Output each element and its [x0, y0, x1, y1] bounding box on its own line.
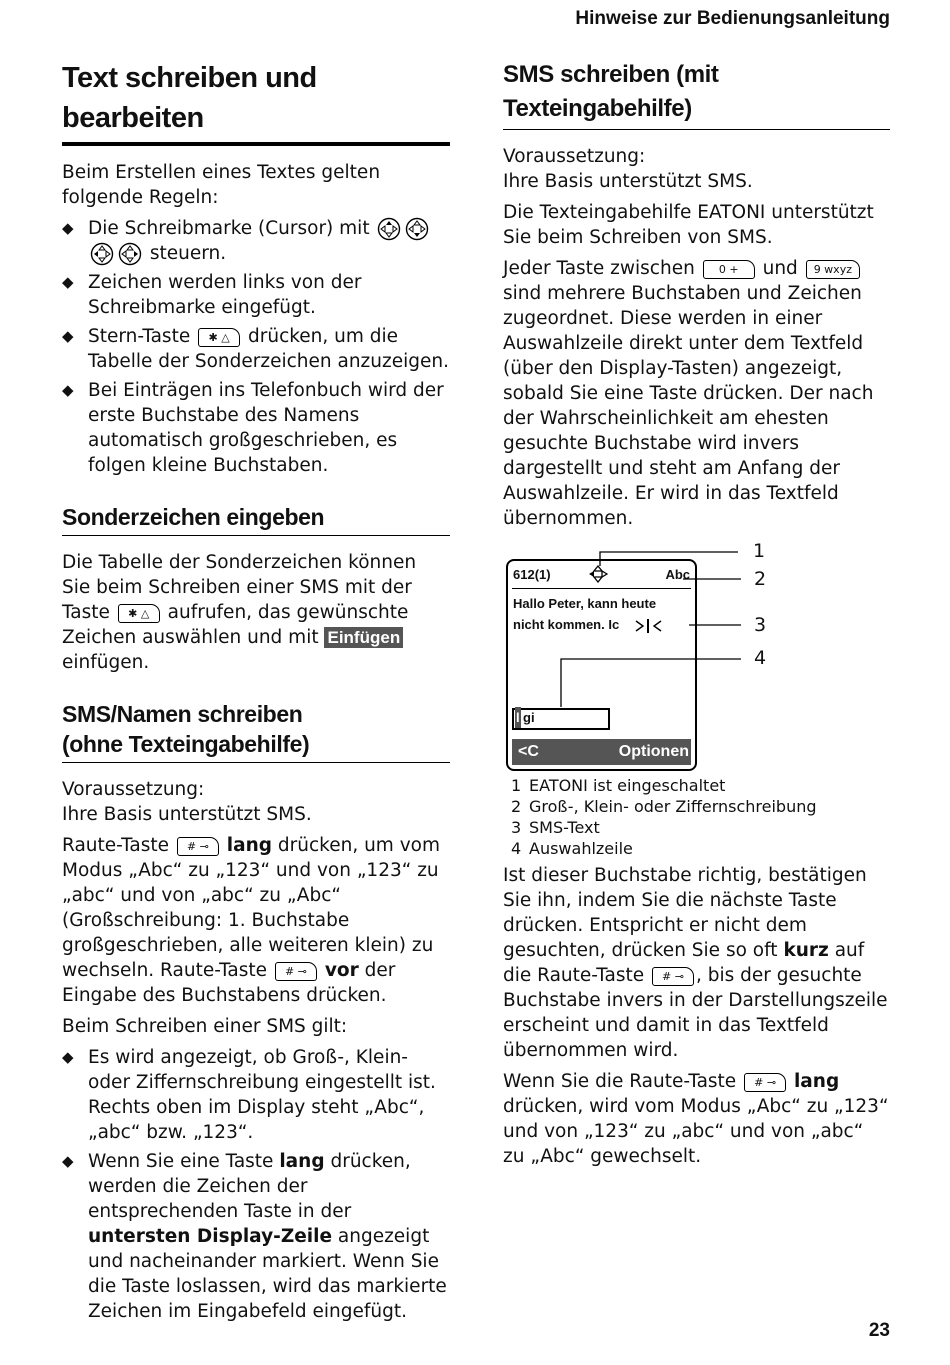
section-title-sms-namen: SMS/Namen schreiben (ohne Texteingabehilfe) [62, 699, 450, 763]
keys-paragraph: Jeder Taste zwischen 0 + und 9 wxyz sind mehrere Buchstaben und Zeichen zugeordnet. Diese werden in einer Auswahlzeile direkt unter dem Textfeld (über den Display-Tasten) angezeigt, sobald Sie eine Taste drücken. Der nach der Wahrscheinlichkeit am ehesten gesuchte Buchstabe wird invers dargestellt und steht am Anfang der Auswahlzeile. Er wird in das Textfeld übernommen. [503, 258, 874, 529]
callout-legend [511, 775, 890, 859]
list-item: ◆ Zeichen werden links von der Schreibmarke eingefügt. [62, 270, 450, 320]
rules-list [62, 216, 450, 478]
star-rule-text: Stern-Taste [88, 326, 191, 347]
selection-highlight: l [515, 707, 521, 728]
star-key-icon: ✱ △ [198, 328, 240, 347]
legend-item: 1 EATONI ist eingeschaltet [511, 776, 726, 795]
list-item [62, 324, 450, 374]
page-header: Hinweise zur Bedienungsanleitung [575, 8, 890, 29]
selection-text: gi [523, 710, 535, 725]
eatoni-paragraph: Die Texteingabehilfe EATONI unterstützt Sie beim Schreiben von SMS. [503, 202, 874, 248]
confirm-paragraph: Ist dieser Buchstabe richtig, bestätigen Sie ihn, indem Sie die nächste Taste drücken. Entspricht er nicht dem gesuchten, drücken Sie so oft kurz auf die Raute-Taste # ⊸ , bis der gesuchte Buchstabe invers in der Darstellungszeile erscheint und damit in das Textfeld übernommen wird. [503, 865, 888, 1061]
sonderzeichen-paragraph: Die Tabelle der Sonderzeichen können Sie beim Schreiben einer SMS mit der Taste ✱ △ aufrufen, das gewünschte Zeichen auswählen und mit Einfügen einfügen. [62, 552, 417, 673]
display-diagram [503, 539, 890, 769]
nav-up-icon [377, 217, 401, 241]
nine-key-icon: 9 wxyz [806, 260, 860, 279]
condition-label: Voraussetzung [62, 779, 199, 800]
sms-text-line1: Hallo Peter, kann heute [513, 596, 657, 611]
nav-right-icon [118, 242, 142, 266]
left-column [62, 58, 450, 1330]
delete-softkey: <C [518, 743, 539, 760]
nav-down-icon [405, 217, 429, 241]
mode-indicator: Abc [665, 567, 690, 582]
sms-rules-intro: Beim Schreiben einer SMS gilt: [62, 1016, 348, 1037]
condition-paragraph: Voraussetzung: Ihre Basis unterstützt SMS. [503, 146, 753, 192]
options-softkey: Optionen [618, 743, 689, 760]
hash-key-icon: # ⊸ [177, 837, 219, 856]
condition-paragraph: Voraussetzung: Ihre Basis unterstützt SMS. [62, 779, 312, 825]
einfuegen-softkey: Einfügen [324, 627, 403, 648]
sms-counter: 612(1) [513, 567, 551, 582]
section-title-sonderzeichen: Sonderzeichen eingeben [62, 502, 450, 536]
mode-switch-paragraph: Wenn Sie die Raute-Taste # ⊸ lang drücken, wird vom Modus „Abc“ zu „123“ und von „123“ zu „abc“ und von „abc“ zu „Abc“ gewechselt. [503, 1071, 889, 1167]
list-item: ◆ Wenn Sie eine Taste lang drücken, werden die Zeichen der entsprechenden Taste in der untersten Display-Zeile angezeigt und nacheinander markiert. Wenn Sie die Taste loslassen, wird das markierte Zeichen im Eingabefeld eingefügt. [62, 1149, 450, 1324]
list-item: ◆ Bei Einträgen ins Telefonbuch wird der erste Buchstabe des Namens automatisch großgeschrieben, es folgen kleine Buchstaben. [62, 378, 450, 478]
page-number: 23 [868, 1320, 890, 1341]
sms-rules-list [62, 1045, 450, 1324]
hash-key-icon: # ⊸ [275, 962, 317, 981]
legend-item: 2 Groß-, Klein- oder Ziffernschreibung [511, 797, 817, 816]
callout-4: 4 [754, 647, 767, 669]
condition-label: Voraussetzung [503, 146, 640, 167]
star-key-icon: ✱ △ [118, 604, 160, 623]
condition-text: Ihre Basis unterstützt SMS. [503, 171, 753, 192]
section-title-sms-eatoni: SMS schreiben (mit Texteingabehilfe) [503, 58, 890, 130]
intro-paragraph: Beim Erstellen eines Textes gelten folgende Regeln: [62, 162, 381, 208]
star-rule-suffix: drücken, um die Tabelle der Sonderzeichen anzuzeigen. [88, 326, 449, 372]
legend-item: 4 Auswahlzeile [511, 839, 633, 858]
callout-1: 1 [753, 540, 766, 562]
sms-text-line2: nicht kommen. Ic [513, 617, 620, 632]
hash-key-icon: # ⊸ [744, 1073, 786, 1092]
nav-left-icon [90, 242, 114, 266]
cursor-rule-text: Die Schreibmarke (Cursor) mit [88, 218, 370, 239]
callout-lines [503, 539, 890, 769]
callout-2: 2 [754, 568, 767, 590]
list-item [62, 216, 450, 266]
section-title-text-schreiben: Text schreiben und bearbeiten [62, 58, 450, 146]
condition-text: Ihre Basis unterstützt SMS. [62, 804, 312, 825]
legend-item: 3 SMS-Text [511, 818, 600, 837]
hash-key-icon: # ⊸ [652, 967, 694, 986]
cursor-rule-suffix: steuern. [149, 243, 227, 264]
list-item: ◆ Es wird angezeigt, ob Groß-, Klein- oder Ziffernschreibung eingestellt ist. Rechts oben im Display steht „Abc“, „abc“ bzw. „123“. [62, 1045, 450, 1145]
hash-key-paragraph: Raute-Taste # ⊸ lang drücken, um vom Modus „Abc“ zu „123“ und von „123“ zu „abc“ und von „abc“ zu „Abc“ (Großschreibung: 1. Buchstabe großgeschrieben, alle weiteren klein) zu wechseln. Raute-Taste # ⊸ vor der Eingabe des Buchstabens drücken. [62, 835, 440, 1006]
right-column [503, 58, 890, 1175]
zero-key-icon: 0 + [703, 260, 755, 279]
callout-3: 3 [754, 614, 767, 636]
